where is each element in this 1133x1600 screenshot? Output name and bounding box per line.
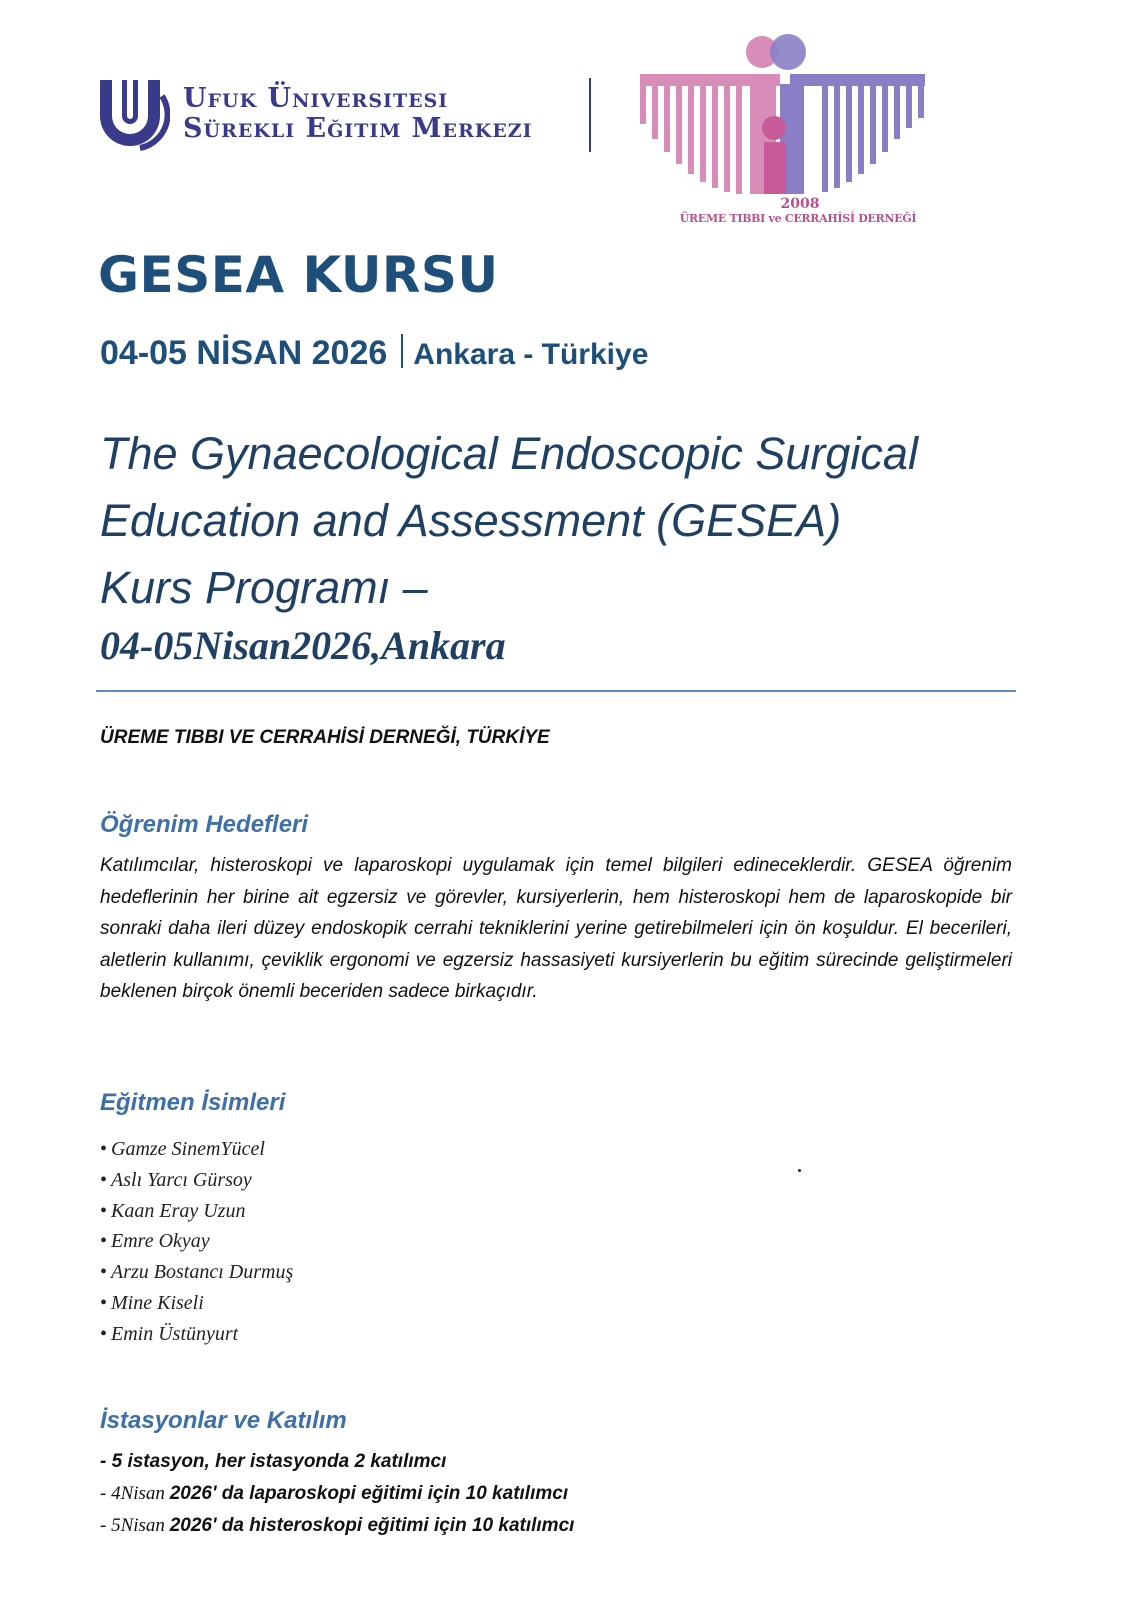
date-location-line bbox=[100, 334, 648, 373]
association-line: ÜREME TIBBI VE CERRAHİSİ DERNEĞİ, TÜRKİYE bbox=[100, 727, 550, 748]
header-divider bbox=[589, 78, 591, 152]
association-logo-name: ÜREME TIBBI ve CERRAHİSİ DERNEĞİ bbox=[679, 212, 917, 225]
instructor-item: • Emin Üstünyurt bbox=[100, 1319, 293, 1350]
course-date: 04-05 NİSAN 2026 bbox=[100, 334, 388, 372]
date-separator bbox=[401, 334, 403, 368]
university-name-line2: Sürekli Eğitim Merkezi bbox=[183, 113, 533, 144]
stations-heading: İstasyonlar ve Katılım bbox=[100, 1407, 347, 1434]
program-date: 04-05Nisan2026,Ankara bbox=[100, 623, 506, 668]
association-logo-icon bbox=[640, 34, 940, 204]
stations-line-3-date: - 5Nisan bbox=[100, 1515, 170, 1536]
instructors-heading: Eğitmen İsimleri bbox=[100, 1089, 286, 1116]
goals-heading: Öğrenim Hedefleri bbox=[100, 811, 309, 838]
goals-paragraph: Katılımcılar, histeroskopi ve laparoskopi uygulamak için temel bilgileri edineceklerdir. GESEA öğrenim hedeflerinin her birine ait egzersiz ve görevler, kursiyerlerin, hem histeroskopi hem de laparoskopide bir sonraki daha ileri düzey endoskopik cerrahi tekniklerini yerine getirebilmeleri için ön koşuldur. El becerileri, aletlerin kullanımı, çeviklik ergonomi ve egzersiz hassasiyeti kursiyerlerin bu eğitim sürecinde geliştirmeleri beklenen birçok önemli beceriden sadece birkaçıdır. bbox=[100, 855, 1012, 1002]
program-title bbox=[100, 420, 1030, 621]
instructor-item: • Aslı Yarcı Gürsoy bbox=[100, 1165, 293, 1196]
instructor-item: • Mine Kiseli bbox=[100, 1288, 293, 1319]
stations-line-3 bbox=[100, 1510, 574, 1542]
program-title-line2: Education and Assessment (GESEA) bbox=[100, 495, 842, 546]
stations-line-2-date: - 4Nisan bbox=[100, 1483, 170, 1504]
course-location: Ankara - Türkiye bbox=[413, 338, 649, 371]
stations-list bbox=[100, 1446, 574, 1542]
instructor-item: • Arzu Bostancı Durmuş bbox=[100, 1257, 293, 1288]
title-divider bbox=[96, 690, 1016, 692]
stations-line-2-text: 2026' da laparoskopi eğitimi için 10 katılımcı bbox=[169, 1483, 569, 1504]
stray-dot bbox=[798, 1169, 801, 1172]
association-logo-year: 2008 bbox=[780, 196, 820, 212]
program-title-line3: Kurs Programı – bbox=[100, 562, 428, 613]
ufuk-university-logo-icon bbox=[96, 76, 170, 152]
program-title-line1: The Gynaecological Endoscopic Surgical bbox=[100, 428, 918, 479]
stations-line-3-text: 2026' da histeroskopi eğitimi için 10 katılımcı bbox=[169, 1515, 575, 1536]
instructor-list bbox=[100, 1134, 293, 1350]
instructor-item: • Gamze SinemYücel bbox=[100, 1134, 293, 1165]
stations-line-1: - 5 istasyon, her istasyonda 2 katılımcı bbox=[100, 1451, 447, 1472]
course-title: GESEA KURSU bbox=[98, 246, 499, 304]
instructor-item: • Emre Okyay bbox=[100, 1226, 293, 1257]
university-name bbox=[183, 84, 533, 144]
university-name-line1: Ufuk Üniversitesi bbox=[183, 83, 449, 114]
instructor-item: • Kaan Eray Uzun bbox=[100, 1196, 293, 1227]
stations-line-2 bbox=[100, 1478, 574, 1510]
